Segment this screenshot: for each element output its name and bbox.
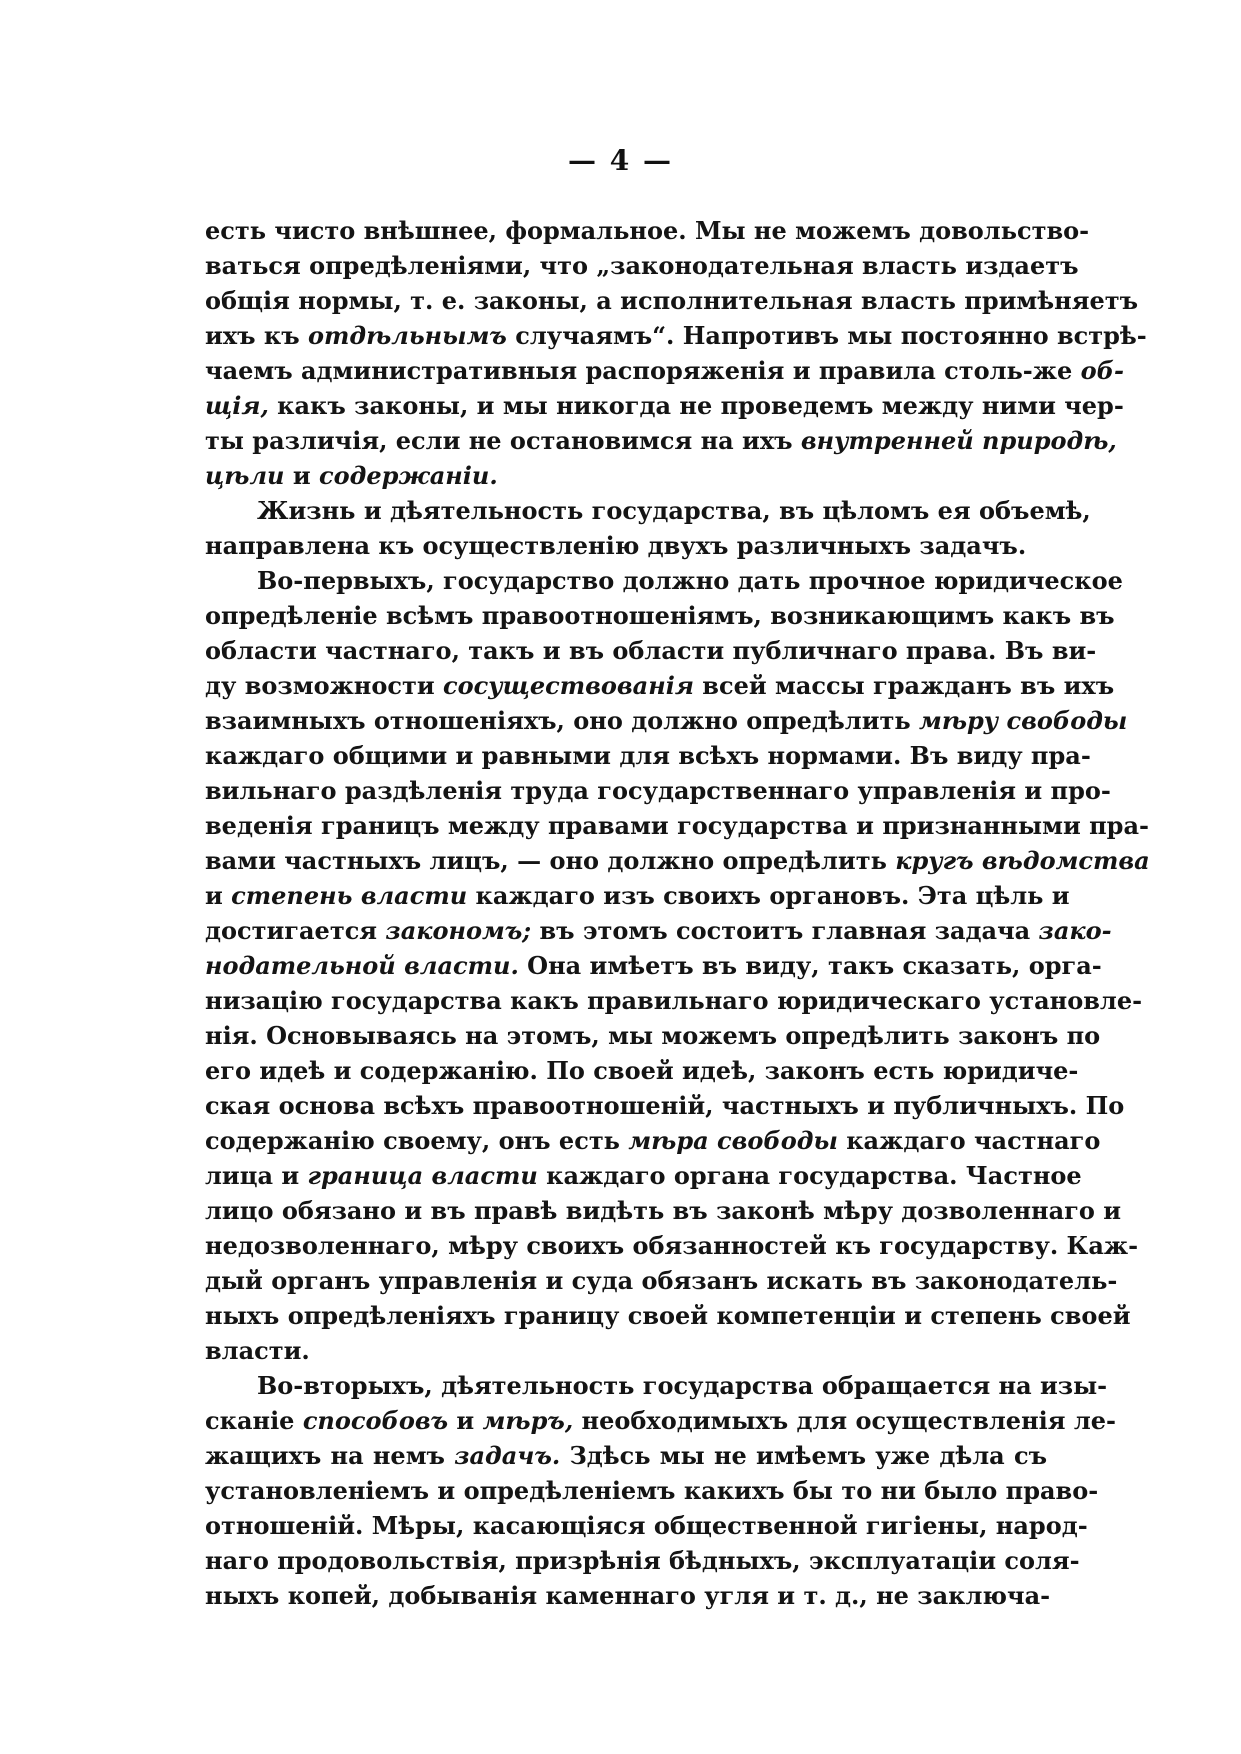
italic-text: кругъ вѣдомства [895, 846, 1150, 875]
text-line [205, 1333, 1047, 1368]
line-text: ныхъ опредѣленіяхъ границу своей компетенціи и степень своей [205, 1301, 1131, 1330]
text-line [205, 1508, 1088, 1543]
line-text: каждаго общими и равными для всѣхъ нормами. Въ виду пра- [205, 741, 1091, 770]
line-text: Она имѣетъ въ виду, такъ сказать, орга- [518, 951, 1102, 980]
line-text: содержанію своему, онъ есть [205, 1126, 629, 1155]
text-line [205, 1018, 1101, 1053]
line-text: опредѣленіе всѣмъ правоотношеніямъ, возникающимъ какъ въ [205, 601, 1115, 630]
text-line [205, 1228, 1139, 1263]
text-line [205, 213, 1090, 248]
text-line [205, 773, 1111, 808]
text-line [205, 1368, 1108, 1403]
text-line [205, 353, 1124, 388]
text-line [205, 1053, 1079, 1088]
line-text: лица и [205, 1161, 308, 1190]
paragraph [205, 563, 1150, 1368]
line-text: вильнаго раздѣленія труда государственнаго управленія и про- [205, 776, 1111, 805]
italic-text: степень власти [231, 881, 468, 910]
text-line [205, 808, 1149, 843]
italic-text: задачъ. [454, 1441, 561, 1470]
text-line [205, 598, 1115, 633]
text-line [205, 668, 1115, 703]
line-text: направлена къ осуществленію двухъ различныхъ задачъ. [205, 531, 1027, 560]
text-line [205, 563, 1123, 598]
text-line [205, 1543, 1080, 1578]
line-text: установленіемъ и опредѣленіемъ какихъ бы то ни было право- [205, 1476, 1099, 1505]
line-text: какъ законы, и мы никогда не проведемъ между ними чер- [268, 391, 1124, 420]
italic-text: сосуществованія [443, 671, 694, 700]
line-text: отношеній. Мѣры, касающіяся общественной гигіены, народ- [205, 1511, 1088, 1540]
line-text: Во-вторыхъ, дѣятельность государства обращается на изы- [257, 1371, 1108, 1400]
line-text: и [448, 1406, 483, 1435]
italic-text: мѣру свободы [919, 706, 1128, 735]
text-line [205, 1088, 1125, 1123]
italic-text: содержаніи. [319, 461, 498, 490]
line-text: лицо обязано и въ правѣ видѣть въ законѣ мѣру дозволеннаго и [205, 1196, 1122, 1225]
text-line [205, 913, 1112, 948]
line-text: необходимыхъ для осуществленія ле- [573, 1406, 1116, 1435]
line-text: и [284, 461, 320, 490]
line-text: наго продовольствія, призрѣнія бѣдныхъ, эксплуатаціи соля- [205, 1546, 1080, 1575]
line-text: всей массы гражданъ въ ихъ [693, 671, 1115, 700]
italic-text: нодательной власти. [205, 951, 519, 980]
line-text: веденія границъ между правами государства и признанными пра- [205, 811, 1149, 840]
text-line [205, 1158, 1082, 1193]
line-text: власти. [205, 1336, 310, 1365]
text-line [205, 1578, 1051, 1613]
line-text: каждаго частнаго [837, 1126, 1101, 1155]
line-text: сканіе [205, 1406, 303, 1435]
italic-text: отдѣльнымъ [307, 321, 507, 350]
text-line [205, 528, 1047, 563]
line-text: каждаго органа государства. Частное [537, 1161, 1082, 1190]
line-text: въ этомъ состоитъ главная задача [531, 916, 1039, 945]
line-text: ты различія, если не остановимся на ихъ [205, 426, 801, 455]
line-text: вами частныхъ лицъ, — оно должно опредѣлить [205, 846, 896, 875]
line-text: области частнаго, такъ и въ области публичнаго права. Въ ви- [205, 636, 1097, 665]
line-text: ныхъ копей, добыванія каменнаго угля и т. д., не заключа- [205, 1581, 1051, 1610]
text-line [205, 1298, 1131, 1333]
line-text: ду возможности [205, 671, 444, 700]
text-line [205, 318, 1147, 353]
text-line [205, 1193, 1122, 1228]
line-text: жащихъ на немъ [205, 1441, 455, 1470]
text-line [205, 878, 1070, 913]
line-text: низацію государства какъ правильнаго юридическаго установле- [205, 986, 1143, 1015]
line-text: чаемъ административныя распоряженія и правила столь-же [205, 356, 1081, 385]
italic-text: зако- [1038, 916, 1112, 945]
italic-text: об- [1080, 356, 1124, 385]
text-line [205, 388, 1124, 423]
line-text: общія нормы, т. е. законы, а исполнительная власть примѣняетъ [205, 286, 1138, 315]
line-text: дый органъ управленія и суда обязанъ искать въ законодатель- [205, 1266, 1118, 1295]
text-line [205, 843, 1150, 878]
paragraph [205, 493, 1091, 563]
line-text: ская основа всѣхъ правоотношеній, частныхъ и публичныхъ. По [205, 1091, 1125, 1120]
line-text: ваться опредѣленіями, что „законодательная власть издаетъ [205, 251, 1079, 280]
text-line [205, 423, 1117, 458]
text-line [205, 493, 1091, 528]
line-text: и [205, 881, 232, 910]
line-text: ихъ къ [205, 321, 308, 350]
italic-text: закономъ; [385, 916, 532, 945]
line-text: Здѣсь мы не имѣемъ уже дѣла съ [560, 1441, 1047, 1470]
line-text: его идеѣ и содержанію. По своей идеѣ, законъ есть юридиче- [205, 1056, 1079, 1085]
text-line [205, 1403, 1116, 1438]
line-text: нія. Основываясь на этомъ, мы можемъ опредѣлить законъ по [205, 1021, 1101, 1050]
page-number: — 4 — [568, 144, 673, 177]
text-line [205, 633, 1097, 668]
line-text: случаямъ“. Напротивъ мы постоянно встрѣ- [506, 321, 1147, 350]
line-text: недозволеннаго, мѣру своихъ обязанностей къ государству. Каж- [205, 1231, 1139, 1260]
body-text [205, 213, 1150, 1613]
text-line [205, 248, 1079, 283]
italic-text: щія, [205, 391, 269, 420]
text-line [205, 738, 1091, 773]
text-line [205, 1473, 1099, 1508]
line-text: взаимныхъ отношеніяхъ, оно должно опредѣлить [205, 706, 920, 735]
italic-text: внутренней природѣ, [800, 426, 1117, 455]
text-line [205, 703, 1128, 738]
text-line [205, 1438, 1047, 1473]
text-line [205, 983, 1143, 1018]
line-text: достигается [205, 916, 386, 945]
italic-text: способовъ [302, 1406, 449, 1435]
line-text: Во-первыхъ, государство должно дать прочное юридическое [257, 566, 1123, 595]
paragraph [205, 213, 1147, 493]
text-line [205, 1123, 1101, 1158]
text-line [205, 1263, 1118, 1298]
text-line [205, 458, 1047, 493]
line-text: Жизнь и дѣятельность государства, въ цѣломъ ея объемѣ, [257, 496, 1091, 525]
line-text: каждаго изъ своихъ органовъ. Эта цѣль и [467, 881, 1070, 910]
text-line [205, 283, 1138, 318]
line-text: есть чисто внѣшнее, формальное. Мы не можемъ довольство- [205, 216, 1090, 245]
italic-text: мѣра свободы [628, 1126, 838, 1155]
italic-text: мѣръ, [482, 1406, 574, 1435]
italic-text: цѣли [205, 461, 285, 490]
paragraph [205, 1368, 1116, 1613]
text-line [205, 948, 1102, 983]
italic-text: граница власти [307, 1161, 538, 1190]
